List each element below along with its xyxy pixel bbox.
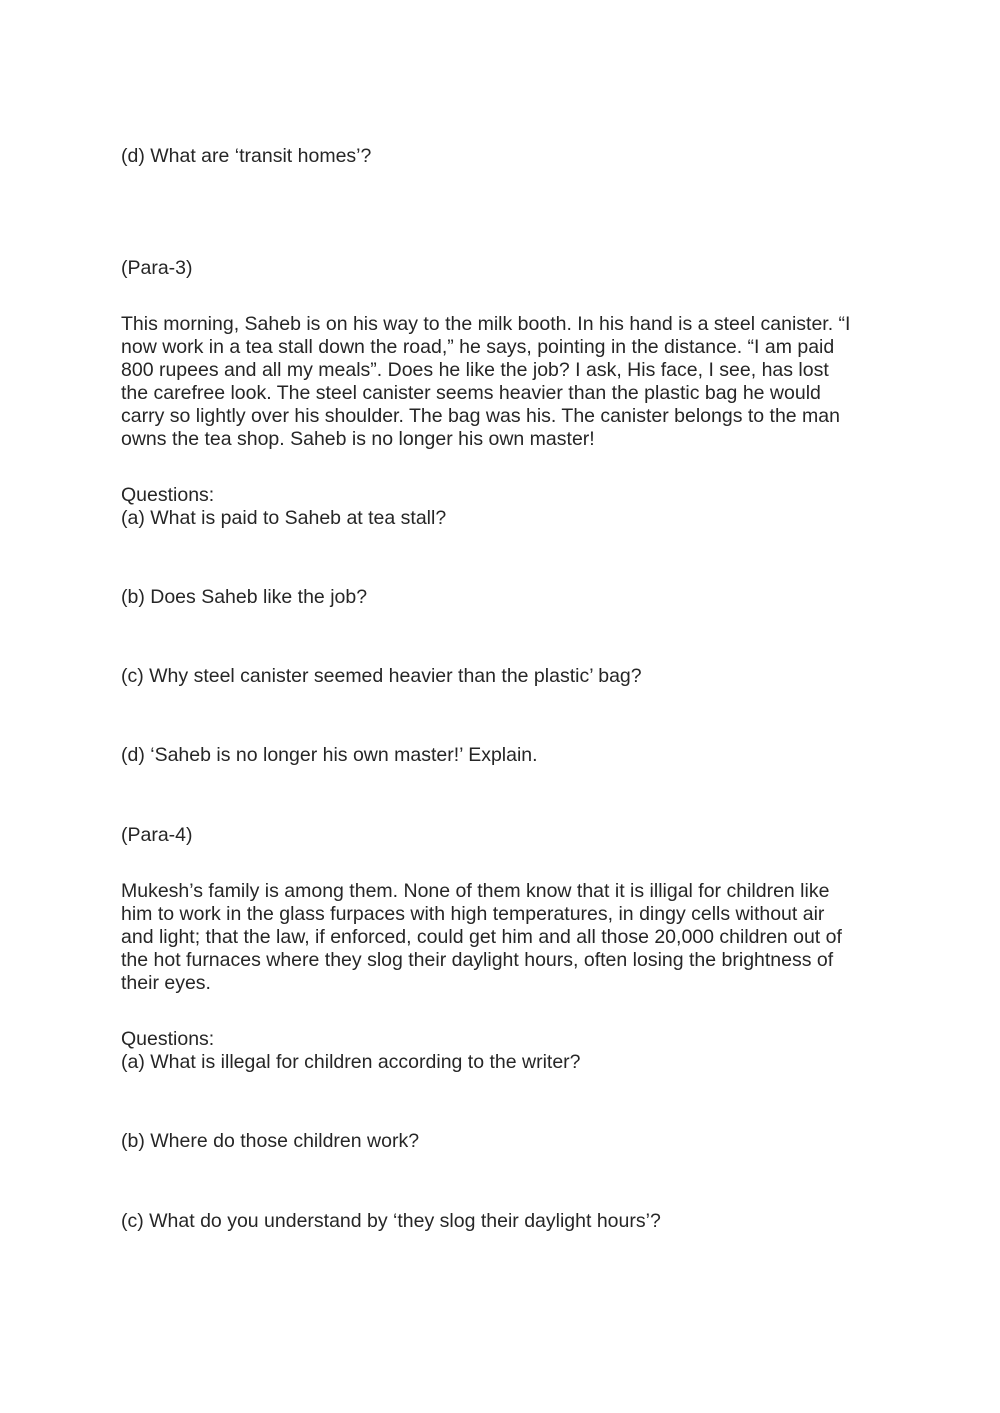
para-4-heading: (Para-4) — [121, 824, 193, 846]
passage-line: him to work in the glass furpaces with high temperatures, in dingy cells without air — [121, 903, 825, 925]
question-b: (b) Does Saheb like the job? — [121, 586, 368, 608]
para-3-heading: (Para-3) — [121, 257, 193, 279]
question-b: (b) Where do those children work? — [121, 1130, 420, 1152]
question-d-transit-homes: (d) What are ‘transit homes’? — [121, 145, 372, 167]
question-c: (c) What do you understand by ‘they slog their daylight hours’? — [121, 1210, 661, 1232]
passage-line: the hot furnaces where they slog their daylight hours, often losing the brightness of — [121, 949, 834, 971]
passage-line: 800 rupees and all my meals”. Does he like the job? I ask, His face, I see, has lost — [121, 359, 829, 381]
question-a: (a) What is illegal for children according to the writer? — [121, 1051, 581, 1073]
passage-line: their eyes. — [121, 972, 211, 994]
question-d: (d) ‘Saheb is no longer his own master!’ Explain. — [121, 744, 538, 766]
passage-line: now work in a tea stall down the road,” he says, pointing in the distance. “I am paid — [121, 336, 835, 358]
questions-label: Questions: — [121, 1028, 215, 1050]
passage-line: and light; that the law, if enforced, could get him and all those 20,000 children out of — [121, 926, 842, 948]
questions-label: Questions: — [121, 484, 215, 506]
question-c: (c) Why steel canister seemed heavier than the plastic’ bag? — [121, 665, 642, 687]
passage-line: carry so lightly over his shoulder. The bag was his. The canister belongs to the man — [121, 405, 840, 427]
passage-line: This morning, Saheb is on his way to the milk booth. In his hand is a steel canister. “I — [121, 313, 851, 335]
passage-line: Mukesh’s family is among them. None of them know that it is illigal for children like — [121, 880, 830, 902]
passage-line: owns the tea shop. Saheb is no longer his own master! — [121, 428, 595, 450]
passage-line: the carefree look. The steel canister seems heavier than the plastic bag he would — [121, 382, 821, 404]
question-a: (a) What is paid to Saheb at tea stall? — [121, 507, 447, 529]
